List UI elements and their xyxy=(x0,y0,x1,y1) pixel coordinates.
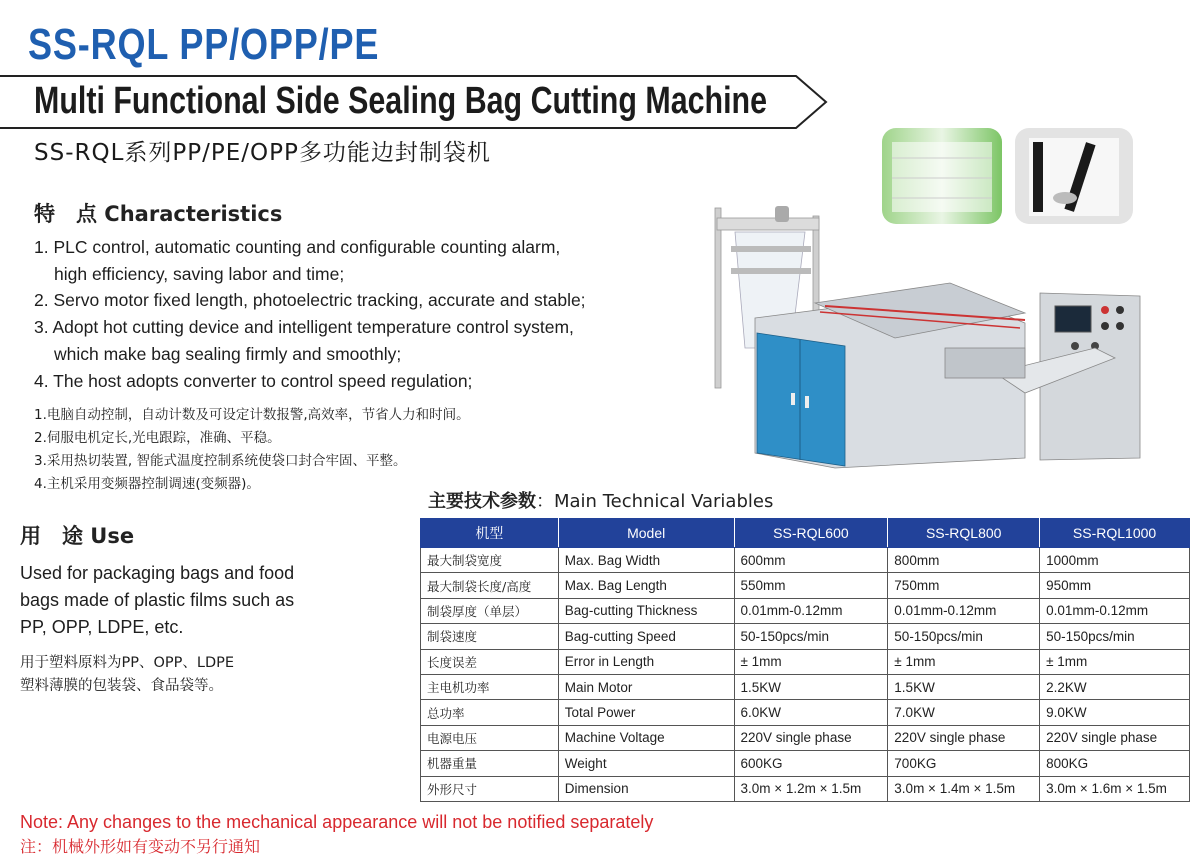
spec-table-title xyxy=(428,487,773,513)
spec-title-cn: 主要技术参数 xyxy=(428,491,536,512)
list-item: 3.采用热切装置, 智能式温度控制系统使袋口封合牢固、平整。 xyxy=(34,453,407,469)
table-row xyxy=(421,598,1190,623)
use-description-en xyxy=(20,560,294,641)
text-line: bags made of plastic films such as xyxy=(20,590,295,610)
title-banner xyxy=(0,72,835,134)
table-cell: 220V single phase xyxy=(888,725,1040,750)
table-cell: Error in Length xyxy=(558,649,734,674)
characteristics-heading: 特 点 Characteristics xyxy=(34,202,283,226)
list-item: 1.电脑自动控制，自动计数及可设定计数报警,高效率，节省人力和时间。 xyxy=(34,407,470,423)
table-row xyxy=(421,776,1190,801)
col-header: 机型 xyxy=(421,519,559,548)
table-cell: 外形尺寸 xyxy=(421,776,559,801)
table-row xyxy=(421,725,1190,750)
note-cn: 注：机械外形如有变动不另行通知 xyxy=(20,837,261,856)
table-cell: 3.0m × 1.2m × 1.5m xyxy=(734,776,888,801)
table-cell: ± 1mm xyxy=(1040,649,1190,674)
characteristics-list-cn xyxy=(34,404,470,496)
list-item: 1. PLC control, automatic counting and configurable counting alarm, xyxy=(34,237,561,257)
table-cell: 220V single phase xyxy=(734,725,888,750)
list-item: which make bag sealing firmly and smoothly; xyxy=(54,343,402,364)
table-cell: 1000mm xyxy=(1040,548,1190,573)
col-header: SS-RQL1000 xyxy=(1040,519,1190,548)
table-row xyxy=(421,548,1190,573)
table-cell: Bag-cutting Thickness xyxy=(558,598,734,623)
table-cell: 50-150pcs/min xyxy=(1040,624,1190,649)
table-cell: 750mm xyxy=(888,573,1040,598)
text-line: Used for packaging bags and food xyxy=(20,563,295,583)
machine-photo xyxy=(695,198,1155,477)
table-cell: 3.0m × 1.4m × 1.5m xyxy=(888,776,1040,801)
table-cell: 700KG xyxy=(888,751,1040,776)
spec-title-en: ：Main Technical Variables xyxy=(536,491,774,512)
table-cell: 0.01mm-0.12mm xyxy=(888,598,1040,623)
characteristics-list-en xyxy=(34,234,684,394)
table-row xyxy=(421,624,1190,649)
table-cell: 1.5KW xyxy=(888,674,1040,699)
table-header-row xyxy=(421,519,1190,548)
table-cell: 0.01mm-0.12mm xyxy=(1040,598,1190,623)
table-cell: Bag-cutting Speed xyxy=(558,624,734,649)
table-cell: 制袋速度 xyxy=(421,624,559,649)
table-cell: Weight xyxy=(558,751,734,776)
table-cell: Dimension xyxy=(558,776,734,801)
table-cell: 9.0KW xyxy=(1040,700,1190,725)
note-en: Note: Any changes to the mechanical appearance will not be notified separately xyxy=(20,812,654,832)
table-cell: Max. Bag Length xyxy=(558,573,734,598)
table-cell: 2.2KW xyxy=(1040,674,1190,699)
cn-title: SS-RQL系列PP/PE/OPP多功能边封制袋机 xyxy=(34,140,491,166)
table-cell: 50-150pcs/min xyxy=(888,624,1040,649)
text-line: 用于塑料原料为PP、OPP、LDPE xyxy=(20,655,235,671)
table-cell: 0.01mm-0.12mm xyxy=(734,598,888,623)
list-item: 3. Adopt hot cutting device and intelligent temperature control system, xyxy=(34,317,574,338)
table-cell: 50-150pcs/min xyxy=(734,624,888,649)
table-cell: 总功率 xyxy=(421,700,559,725)
list-item: 4.主机采用变频器控制调速(变频器)。 xyxy=(34,476,260,492)
use-description-cn xyxy=(20,652,234,698)
table-cell: 600KG xyxy=(734,751,888,776)
table-cell: 最大制袋长度/高度 xyxy=(421,573,559,598)
list-item: 2. Servo motor fixed length, photoelectric tracking, accurate and stable; xyxy=(34,290,586,311)
table-cell: 最大制袋宽度 xyxy=(421,548,559,573)
table-row xyxy=(421,649,1190,674)
table-cell: 950mm xyxy=(1040,573,1190,598)
table-cell: 7.0KW xyxy=(888,700,1040,725)
table-cell: ± 1mm xyxy=(734,649,888,674)
table-cell: Main Motor xyxy=(558,674,734,699)
col-header: SS-RQL600 xyxy=(734,519,888,548)
list-item: high efficiency, saving labor and time; xyxy=(54,263,345,284)
table-cell: Total Power xyxy=(558,700,734,725)
spec-table xyxy=(420,518,1190,802)
text-line: 塑料薄膜的包装袋、食品袋等。 xyxy=(20,678,223,694)
table-cell: 600mm xyxy=(734,548,888,573)
table-cell: 主电机功率 xyxy=(421,674,559,699)
table-cell: 机器重量 xyxy=(421,751,559,776)
table-row xyxy=(421,674,1190,699)
table-cell: Machine Voltage xyxy=(558,725,734,750)
table-row xyxy=(421,700,1190,725)
table-cell: 800mm xyxy=(888,548,1040,573)
table-row xyxy=(421,751,1190,776)
table-cell: ± 1mm xyxy=(888,649,1040,674)
text-line: PP, OPP, LDPE, etc. xyxy=(20,617,184,637)
col-header: SS-RQL800 xyxy=(888,519,1040,548)
table-cell: 3.0m × 1.6m × 1.5m xyxy=(1040,776,1190,801)
table-cell: 550mm xyxy=(734,573,888,598)
table-cell: 1.5KW xyxy=(734,674,888,699)
col-header: Model xyxy=(558,519,734,548)
banner-title: Multi Functional Side Sealing Bag Cutting Machine xyxy=(34,80,767,122)
table-cell: 220V single phase xyxy=(1040,725,1190,750)
table-cell: 制袋厚度（单层） xyxy=(421,598,559,623)
table-cell: Max. Bag Width xyxy=(558,548,734,573)
table-cell: 800KG xyxy=(1040,751,1190,776)
table-cell: 电源电压 xyxy=(421,725,559,750)
list-item: 2.伺服电机定长,光电跟踪，准确、平稳。 xyxy=(34,430,281,446)
use-heading: 用 途 Use xyxy=(20,524,135,548)
table-row xyxy=(421,573,1190,598)
table-cell: 6.0KW xyxy=(734,700,888,725)
list-item: 4. The host adopts converter to control speed regulation; xyxy=(34,370,473,391)
table-cell: 长度误差 xyxy=(421,649,559,674)
model-title: SS-RQL PP/OPP/PE xyxy=(28,20,380,69)
